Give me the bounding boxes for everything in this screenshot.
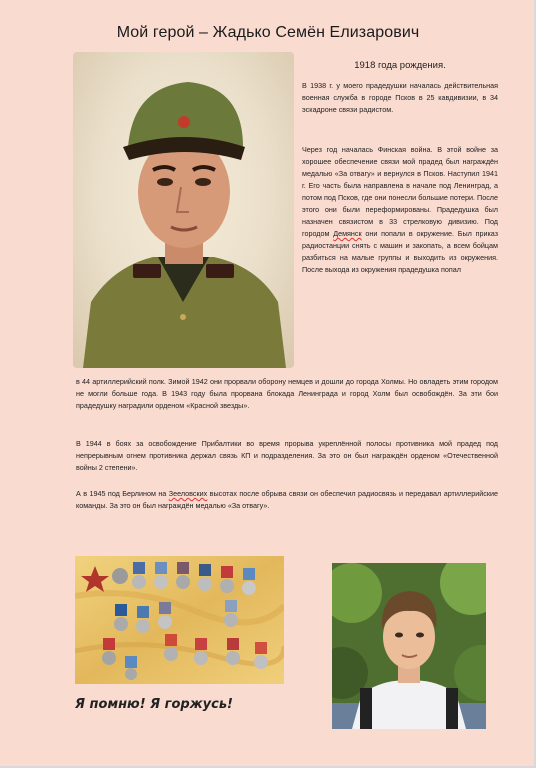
boy-photo [332,563,486,729]
demyansk-word: Демянск [333,229,362,238]
paragraph-baltic [76,438,498,474]
paragraph-text-part: они попали в окружение. Был приказ радиостанции снять с машин и закопать, а всем бойцам разбиться на малые группы и выходить из окружения. После выхода из окружения прадедушка попал [302,229,498,274]
paragraph-text-part: Через год началась Финская война. В этой войне за хорошее обеспечение связи мой прадед был награждён медалью «За отвагу» и вернулся в Псков. Наступил 1941 г. Его часть была направлена в начале под Ленинград, а потом под Псков, где они понесли большие потери. После этого они были переформированы. Прадедушка был назначен связистом в 33 стрелковую дивизию. Под городом [302,145,498,238]
paragraph-text-part: А в 1945 под Берлином на [76,489,169,498]
hero-portrait-photo [73,52,294,368]
paragraph-text: В 1938 г. у моего прадедушки началась действительная военная служба в городе Псков в 25 кавдивизии, в 34 эскадроне связи радистом. [302,81,498,114]
paragraph-text: В 1944 в боях за освобождение Прибалтики во время прорыва укреплённой полосы противника мой прадед под непрерывным огнем противника держал связь КП и подразделения. За это он был награждён орденом «Отечественной войны 2 степени». [76,439,498,472]
paragraph-text-part: высотах после обрыва связи он обеспечил радиосвязь и передавал артиллерийские команды. За это он был награждён медалью «За отвагу». [76,489,498,510]
paragraph-text [76,488,498,512]
medals-photo [75,556,284,684]
paragraph-finnish-war [302,144,498,276]
zeelov-word: Зееловских [168,489,208,498]
slogan: Я помню! Я горжусь! [75,697,233,712]
page-title: Мой герой – Жадько Семён Елизарович [116,24,420,41]
birth-year: 1918 года рождения. [354,60,446,71]
paragraph-text [302,144,498,276]
paragraph-artillery-regiment [76,376,498,412]
paragraph-berlin [76,488,498,512]
paragraph-text: в 44 артиллерийский полк. Зимой 1942 они прорвали оборону немцев и дошли до города Холмы. Но овладеть этим городом не могли больше года. В 1943 году была прорвана блокада Ленинграда и город Холм был освобождён. За эти бои прадедушку наградили орденом «Красной звезды». [76,377,498,410]
paragraph-service-start [302,80,498,116]
